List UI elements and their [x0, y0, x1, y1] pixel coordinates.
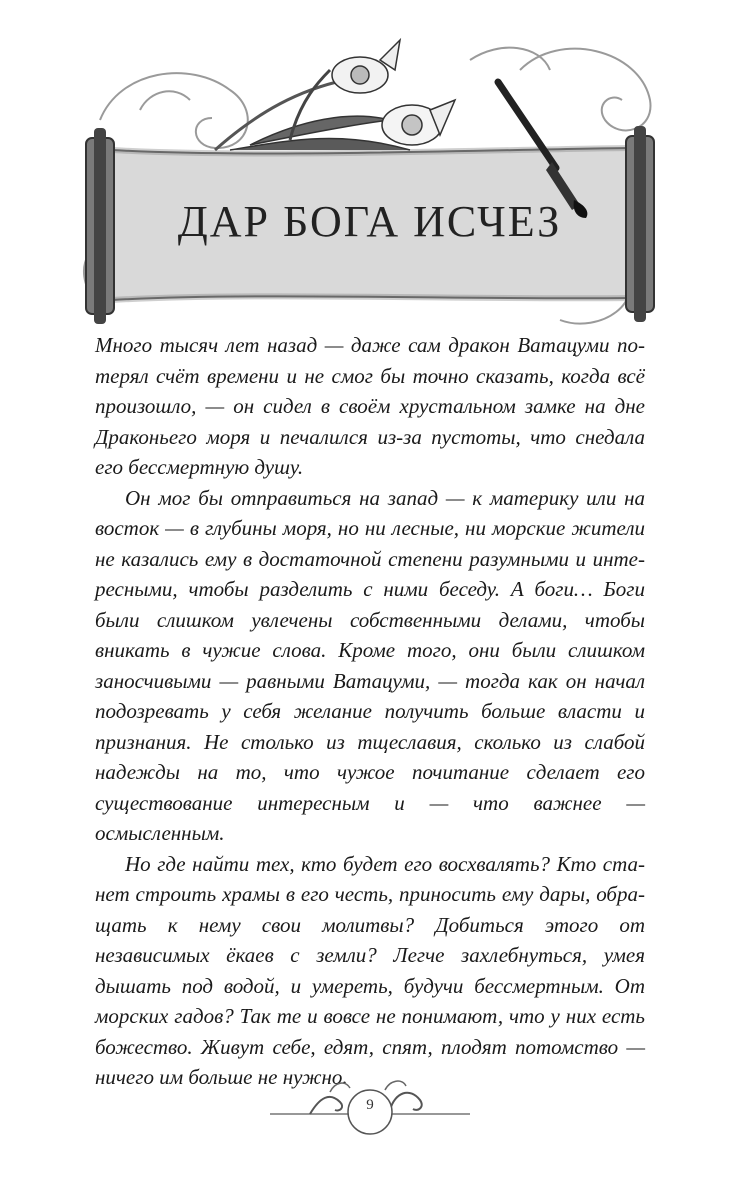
- chapter-header-illustration: [0, 0, 739, 340]
- chapter-title: ДАР БОГА ИСЧЕЗ: [177, 197, 562, 246]
- page-number: 9: [366, 1097, 374, 1113]
- paragraph-1: Много тысяч лет назад — даже сам дракон Ватацуми потерял счёт времени и не смог бы точно сказать, когда всё произошло, — он сидел в своём хрустальном замке на дне Драконьего моря и печалился из-за пустоты, что снедала его бессмертную душу.: [95, 333, 645, 479]
- narcissus-flowers: [215, 40, 455, 150]
- paragraph-3: Но где найти тех, кто будет его восхвалять? Кто станет строить храмы в его честь, приносить ему дары, обращать к нему свои молитвы? Добиться этого от независимых ёкаев с земли? Легче захлебнуться, умея дышать под водой, и умереть, будучи бессмертным. От морских гадов? Так те и вовсе не понимают, что у них есть божество. Живут себе, едят, спят, плодят потомство — ничего им больше не нужно.: [95, 851, 645, 1089]
- chapter-body: [95, 330, 645, 1093]
- paragraph-2: Он мог бы отправиться на запад — к материку или на восток — в глубины моря, но ни лесные, ни морские жители не казались ему в достаточной степени разумными и интересными, чтобы разделить с ними беседу. А боги… Боги были слишком увлечены собственными делами, чтобы вникать в чужие слова. Кроме того, они были слишком заносчивыми — равными Ватацуми, — тогда как он начал подозревать у себя желание получить больше власти и признания. Не столько из тщеславия, сколько из слабой надежды на то, что чужое почитание сделает его существование интересным и — что важнее — осмысленным.: [95, 485, 645, 845]
